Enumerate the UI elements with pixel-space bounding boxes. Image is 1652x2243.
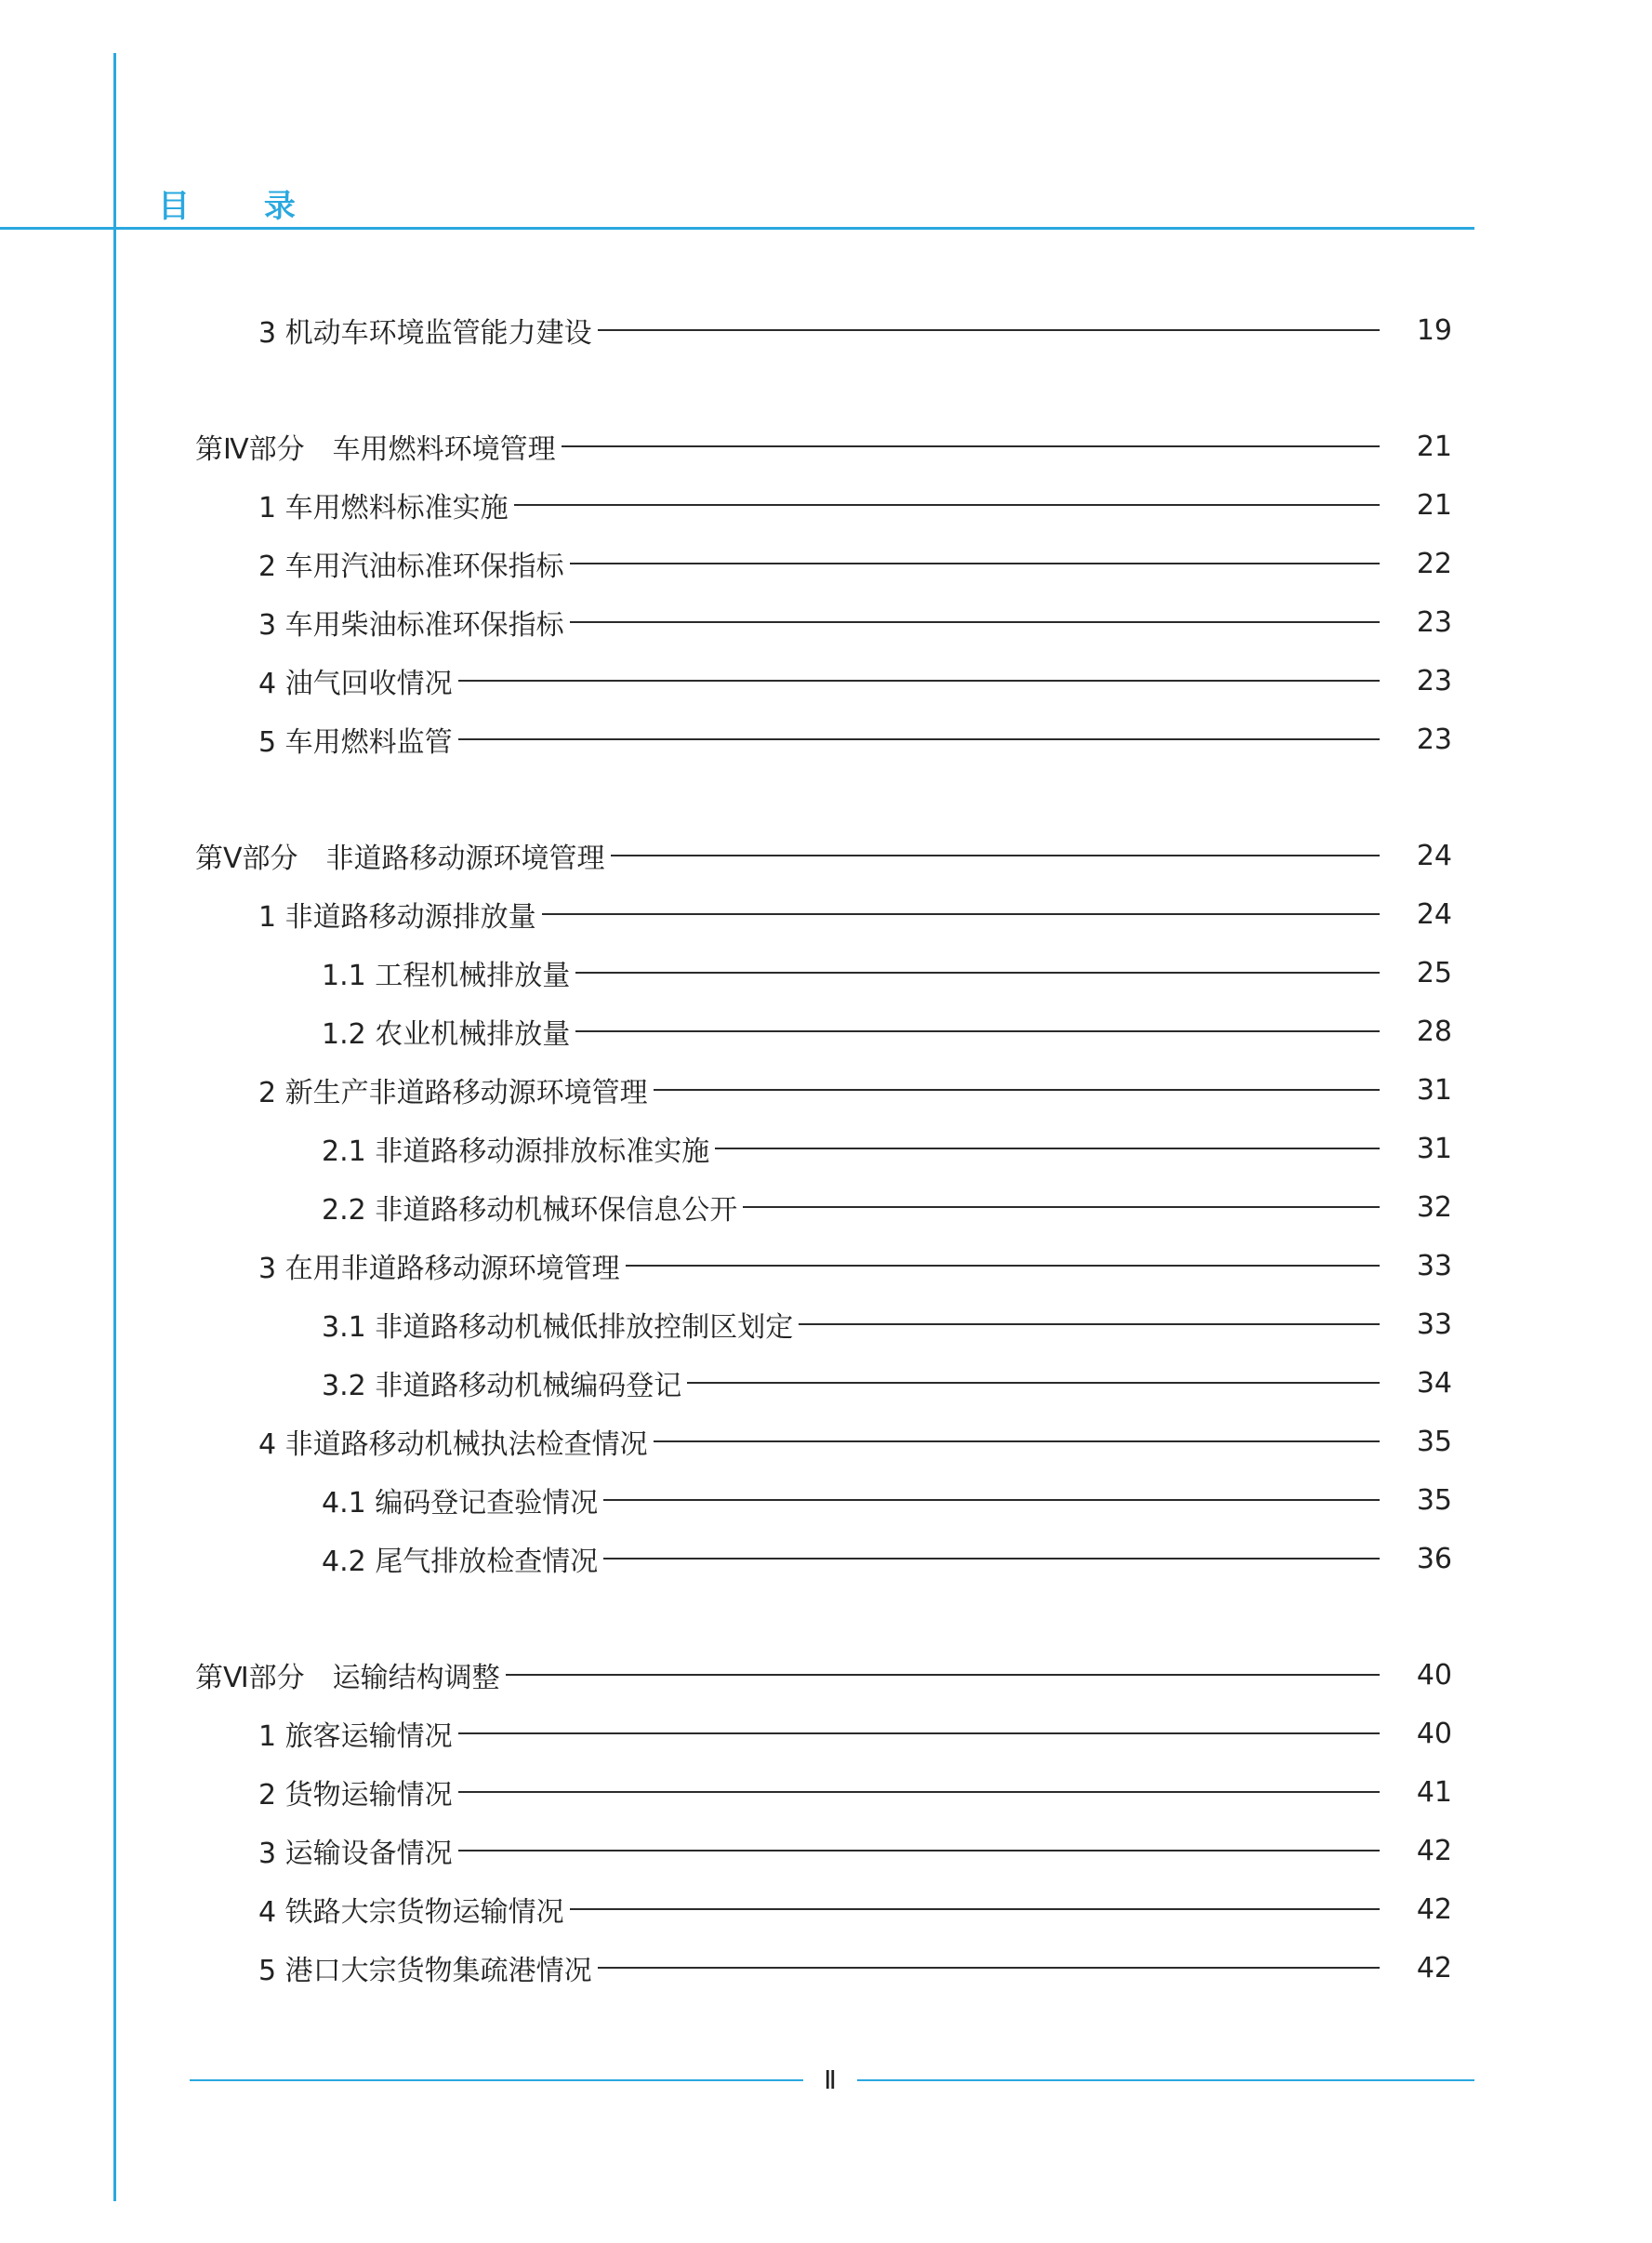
toc-entry-text: 2.2 非道路移动机械环保信息公开: [322, 1194, 738, 1227]
toc-leader-line: [542, 913, 1380, 915]
toc-page-number: 24: [1416, 897, 1452, 931]
footer-rule-left: [190, 2079, 803, 2081]
toc-entry-text: 1.2 农业机械排放量: [322, 1018, 571, 1051]
toc-page-number: 25: [1416, 956, 1452, 989]
toc-entry[interactable]: [258, 660, 1452, 701]
toc-entry-text: 3 车用柴油标准环保指标: [258, 609, 564, 642]
toc-page-number: 35: [1416, 1425, 1452, 1458]
toc-leader-line: [458, 1850, 1380, 1851]
toc-entry[interactable]: [258, 1421, 1452, 1462]
page-title: 目 录: [158, 188, 327, 225]
toc-leader-line: [562, 445, 1380, 447]
toc-entry[interactable]: [258, 1245, 1452, 1286]
toc-entry[interactable]: [258, 1830, 1452, 1871]
toc-leader-line: [514, 504, 1380, 506]
toc-subentry[interactable]: [322, 952, 1452, 993]
toc-part-entry[interactable]: [195, 426, 1452, 467]
toc-entry-text: 第Ⅳ部分 车用燃料环境管理: [195, 433, 556, 466]
toc-part-entry[interactable]: [195, 1654, 1452, 1695]
toc-leader-line: [570, 621, 1380, 623]
toc-page-number: 23: [1416, 605, 1452, 639]
toc-entry-text: 1.1 工程机械排放量: [322, 960, 571, 992]
toc-page-number: 22: [1416, 547, 1452, 580]
toc-leader-line: [654, 1440, 1380, 1442]
toc-leader-line: [603, 1558, 1380, 1559]
toc-page-number: 42: [1416, 1892, 1452, 1926]
toc-subentry[interactable]: [322, 1362, 1452, 1403]
toc-leader-line: [458, 1791, 1380, 1793]
toc-subentry[interactable]: [322, 1304, 1452, 1345]
toc-entry-text: 3 机动车环境监管能力建设: [258, 317, 592, 350]
toc-subentry[interactable]: [322, 1011, 1452, 1052]
toc-page-number: 21: [1416, 430, 1452, 463]
toc-leader-line: [654, 1089, 1380, 1091]
toc-entry-text: 5 车用燃料监管: [258, 726, 453, 759]
toc-leader-line: [603, 1499, 1380, 1501]
toc-leader-line: [598, 1967, 1380, 1969]
toc-page-number: 34: [1416, 1366, 1452, 1400]
toc-entry-text: 1 车用燃料标准实施: [258, 492, 509, 524]
toc-subentry[interactable]: [322, 1128, 1452, 1169]
toc-page-number: 32: [1416, 1190, 1452, 1224]
toc-page-number: 31: [1416, 1073, 1452, 1107]
toc-page-number: 23: [1416, 723, 1452, 756]
toc-page-number: 36: [1416, 1542, 1452, 1575]
toc-entry[interactable]: [258, 602, 1452, 643]
toc-subentry[interactable]: [322, 1480, 1452, 1520]
toc-entry-text: 3.2 非道路移动机械编码登记: [322, 1370, 682, 1402]
toc-entry[interactable]: [258, 1713, 1452, 1754]
toc-page-number: 28: [1416, 1015, 1452, 1048]
toc-page-number: 35: [1416, 1483, 1452, 1517]
toc-page-number: 40: [1416, 1717, 1452, 1750]
toc-entry-text: 2 车用汽油标准环保指标: [258, 551, 564, 583]
toc-entry-text: 4 铁路大宗货物运输情况: [258, 1896, 564, 1929]
toc-entry[interactable]: [258, 1947, 1452, 1988]
toc-subentry[interactable]: [322, 1187, 1452, 1228]
toc-page-number: 41: [1416, 1775, 1452, 1809]
toc-page-number: 42: [1416, 1951, 1452, 1984]
toc-entry-text: 第Ⅴ部分 非道路移动源环境管理: [195, 843, 605, 875]
toc-entry-text: 4 非道路移动机械执法检查情况: [258, 1428, 648, 1461]
toc-subentry[interactable]: [322, 1538, 1452, 1579]
toc-entry[interactable]: [258, 719, 1452, 760]
toc-leader-line: [570, 563, 1380, 564]
toc-entry[interactable]: [258, 484, 1452, 525]
toc-part-entry[interactable]: [195, 835, 1452, 876]
toc-entry-text: 4.2 尾气排放检查情况: [322, 1546, 599, 1578]
toc-entry-text: 第Ⅵ部分 运输结构调整: [195, 1662, 500, 1694]
toc-leader-line: [458, 680, 1380, 682]
toc-page-number: 33: [1416, 1307, 1452, 1341]
toc-page-number: 31: [1416, 1132, 1452, 1165]
toc-leader-line: [626, 1265, 1380, 1267]
toc-entry-text: 1 非道路移动源排放量: [258, 901, 536, 934]
toc-leader-line: [743, 1206, 1380, 1208]
toc-entry[interactable]: [258, 894, 1452, 935]
toc-entry-text: 5 港口大宗货物集疏港情况: [258, 1955, 592, 1987]
toc-leader-line: [570, 1908, 1380, 1910]
toc-entry-text: 4 油气回收情况: [258, 668, 453, 700]
toc-entry-text: 2 新生产非道路移动源环境管理: [258, 1077, 648, 1109]
toc-entry[interactable]: [258, 310, 1452, 351]
toc-page-number: 23: [1416, 664, 1452, 697]
toc-page-number: 21: [1416, 488, 1452, 522]
toc-entry-text: 1 旅客运输情况: [258, 1720, 453, 1753]
toc-leader-line: [715, 1148, 1380, 1149]
footer-page-number: Ⅱ: [824, 2064, 837, 2095]
footer-rule-right: [857, 2079, 1474, 2081]
toc-leader-line: [575, 972, 1380, 974]
toc-leader-line: [598, 329, 1380, 331]
toc-entry-text: 4.1 编码登记查验情况: [322, 1487, 599, 1520]
toc-entry[interactable]: [258, 1772, 1452, 1812]
toc-leader-line: [575, 1030, 1380, 1032]
toc-leader-line: [687, 1382, 1380, 1384]
toc-entry-text: 3.1 非道路移动机械低排放控制区划定: [322, 1311, 794, 1344]
toc-entry-text: 3 运输设备情况: [258, 1838, 453, 1870]
toc-entry-text: 3 在用非道路移动源环境管理: [258, 1253, 620, 1285]
toc-page-number: 19: [1416, 313, 1452, 347]
toc-leader-line: [458, 1732, 1380, 1734]
toc-leader-line: [799, 1323, 1380, 1325]
toc-page-number: 24: [1416, 839, 1452, 872]
toc-leader-line: [506, 1674, 1380, 1676]
toc-page-number: 42: [1416, 1834, 1452, 1867]
toc-leader-line: [611, 855, 1380, 856]
toc-entry[interactable]: [258, 1069, 1452, 1110]
toc-entry[interactable]: [258, 543, 1452, 584]
toc-page-number: 40: [1416, 1658, 1452, 1692]
toc-entry-text: 2 货物运输情况: [258, 1779, 453, 1812]
toc-page-number: 33: [1416, 1249, 1452, 1282]
toc-leader-line: [458, 738, 1380, 740]
toc-entry[interactable]: [258, 1889, 1452, 1930]
toc-entry-text: 2.1 非道路移动源排放标准实施: [322, 1135, 710, 1168]
